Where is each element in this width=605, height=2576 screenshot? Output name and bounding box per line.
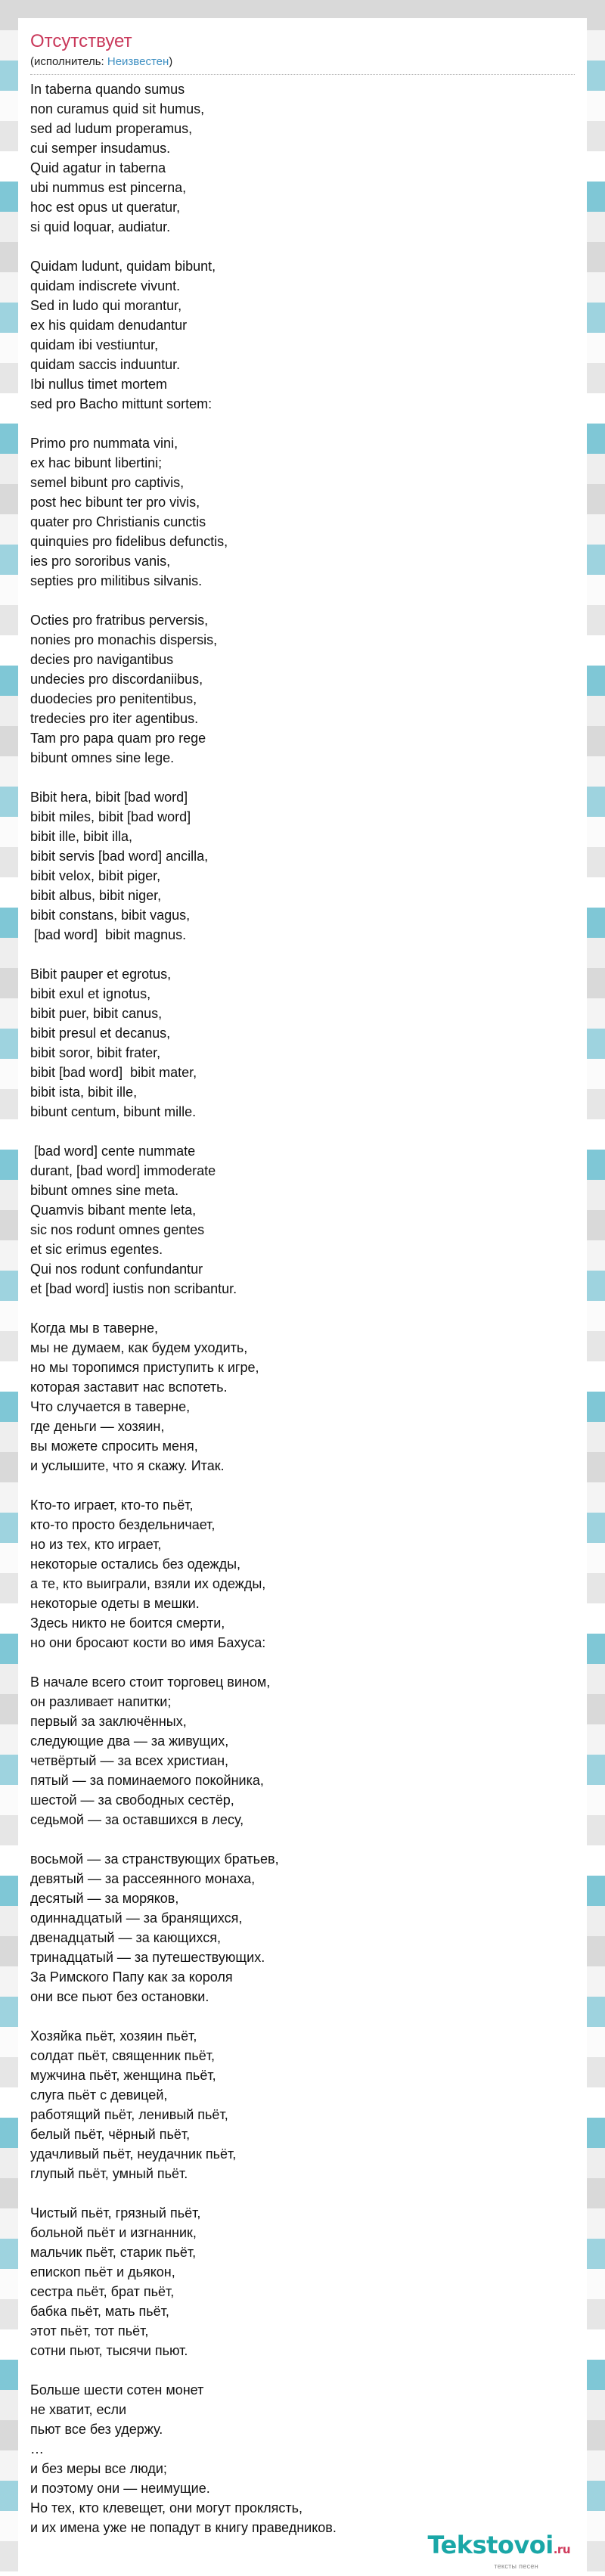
lyric-line: bibit [bad word] bibit mater, [30,1065,197,1080]
song-title: Отсутствует [30,31,132,51]
lyric-line: quidam ibi vestiuntur, [30,337,159,352]
logo-name: Tekstovoi [427,2531,554,2559]
lyric-line: мальчик пьёт, старик пьёт, [30,2245,197,2260]
lyric-line: сестра пьёт, брат пьёт, [30,2284,175,2299]
lyric-line: Ibi nullus timet mortem [30,377,168,392]
lyric-line: мужчина пьёт, женщина пьёт, [30,2068,216,2083]
credit-prefix: (исполнитель: [30,55,107,68]
lyric-line: bibit constans, bibit vagus, [30,908,191,923]
lyric-line: ies pro sororibus vanis, [30,554,171,569]
lyric-line: quidam indiscrete vivunt. [30,278,181,293]
lyric-line: седьмой — за оставшихся в лесу, [30,1812,244,1827]
lyric-line: но мы торопимся приступить к игре, [30,1360,259,1375]
lyric-line: sed pro Bacho mittunt sortem: [30,396,213,411]
lyric-line: tredecies pro iter agentibus. [30,711,199,726]
lyric-line: Quidam ludunt, quidam bibunt, [30,259,216,274]
lyric-line: бабка пьёт, мать пьёт, [30,2304,169,2319]
lyric-line: bibit puer, bibit canus, [30,1006,163,1021]
lyric-line: четвёртый — за всех христиан, [30,1753,229,1768]
lyric-line: bibit ille, bibit illa, [30,829,133,844]
lyric-line: bibit servis [bad word] ancilla, [30,849,209,864]
lyric-line: епископ пьёт и дьякон, [30,2264,175,2280]
lyric-line: первый за заключённых, [30,1714,187,1729]
lyric-line: Когда мы в таверне, [30,1321,159,1336]
stanza [30,1141,575,1299]
lyric-line: Tam pro papa quam pro rege [30,731,206,746]
stanza [30,2203,575,2360]
lyric-line: сотни пьют, тысячи пьют. [30,2343,188,2358]
stanza [30,1495,575,1653]
lyric-line: и услышите, что я скажу. Итак. [30,1458,225,1473]
lyric-line: quater pro Christianis cunctis [30,514,206,529]
lyric-line: восьмой — за странствующих братьев, [30,1851,279,1867]
lyric-line: bibit exul et ignotus, [30,986,151,1001]
lyric-line: septies pro militibus silvanis. [30,573,203,588]
logo-domain: .ru [553,2543,570,2556]
lyric-line: quidam saccis induuntur. [30,357,181,372]
lyric-line: hoc est opus ut queratur, [30,200,181,215]
lyric-line: они все пьют без остановки. [30,1989,209,2004]
lyric-line: мы не думаем, как будем уходить, [30,1340,248,1355]
lyric-line: Что случается в таверне, [30,1399,191,1414]
stanza [30,433,575,591]
lyric-line: Хозяйка пьёт, хозяин пьёт, [30,2028,197,2044]
stanza [30,787,575,945]
lyric-line: и без меры все люди; [30,2461,167,2476]
lyric-line: post hec bibunt ter pro vivis, [30,495,200,510]
lyric-line: но из тех, кто играет, [30,1537,162,1552]
lyric-line: тринадцатый — за путешествующих. [30,1950,265,1965]
lyric-line: bibit ista, bibit ille, [30,1085,138,1100]
lyric-line: nonies pro monachis dispersis, [30,632,218,647]
lyric-line: bibit miles, bibit [bad word] [30,809,191,824]
lyric-line: Здесь никто не боится смерти, [30,1615,225,1631]
stanza [30,964,575,1122]
lyric-line: девятый — за рассеянного монаха, [30,1871,256,1886]
lyric-line: cui semper insudamus. [30,141,171,156]
lyric-line: quinquies pro fidelibus defunctis, [30,534,228,549]
lyric-line: … [30,2441,44,2457]
lyrics-card [18,18,587,2576]
stanza [30,1672,575,1830]
lyric-line: и их имена уже не попадут в книгу праведников. [30,2520,337,2535]
lyric-line: одиннадцатый — за бранящихся, [30,1910,243,1926]
lyric-line: этот пьёт, тот пьёт, [30,2323,149,2339]
lyric-line: et sic erimus egentes. [30,1242,163,1257]
lyric-line: Sed in ludo qui morantur, [30,298,182,313]
artist-credit [30,54,575,75]
lyric-line: bibit velox, bibit piger, [30,868,161,883]
lyric-line: Но тех, кто клевещет, они могут проклясть, [30,2500,302,2515]
stanza [30,79,575,237]
lyric-line: bibunt omnes sine meta. [30,1183,179,1198]
lyric-line: шестой — за свободных сестёр, [30,1792,234,1808]
lyric-line: [bad word] bibit magnus. [30,927,187,942]
lyric-line: некоторые одеты в мешки. [30,1596,200,1611]
logo-tagline: тексты песен [494,2562,538,2570]
lyric-line: bibunt centum, bibunt mille. [30,1104,197,1119]
lyric-line: которая заставит нас вспотеть. [30,1380,228,1395]
artist-link[interactable]: Неизвестен [107,55,169,68]
lyric-line: не хватит, если [30,2402,127,2417]
lyric-line: удачливый пьёт, неудачник пьёт, [30,2146,237,2162]
lyric-line: В начале всего стоит торговец вином, [30,1674,271,1690]
stanza [30,2380,575,2537]
lyric-line: некоторые остались без одежды, [30,1556,241,1572]
lyric-line: глупый пьёт, умный пьёт. [30,2166,188,2181]
lyric-line: bibit presul et decanus, [30,1026,171,1041]
lyric-line: Чистый пьёт, грязный пьёт, [30,2205,201,2221]
lyric-line: bibit albus, bibit niger, [30,888,162,903]
lyric-line: пьют все без удержу. [30,2422,163,2437]
stanza [30,610,575,768]
credit-suffix: ) [169,55,173,68]
lyric-line: si quid loquar, audiatur. [30,219,171,234]
lyric-line: солдат пьёт, священник пьёт, [30,2048,215,2063]
lyric-line: двенадцатый — за кающихся, [30,1930,221,1945]
lyric-line: bibit soror, bibit frater, [30,1045,161,1060]
lyric-line: больной пьёт и изгнанник, [30,2225,197,2240]
lyric-line: вы можете спросить меня, [30,1439,198,1454]
lyric-line: bibunt omnes sine lege. [30,750,175,765]
lyric-line: он разливает напитки; [30,1694,172,1709]
lyric-line: Больше шести сотен монет [30,2382,204,2398]
stanza [30,1849,575,2006]
lyric-line: Octies pro fratribus perversis, [30,613,209,628]
lyric-line: Кто-то играет, кто-то пьёт, [30,1497,194,1513]
lyrics-body [30,79,575,2537]
stanza [30,2026,575,2183]
lyric-line: sic nos rodunt omnes gentes [30,1222,205,1237]
lyric-line: Bibit hera, bibit [bad word] [30,790,188,805]
lyric-line: десятый — за моряков, [30,1891,179,1906]
lyric-line: пятый — за поминаемого покойника, [30,1773,264,1788]
lyric-line: undecies pro discordaniibus, [30,672,203,687]
lyric-line: а те, кто выиграли, взяли их одежды, [30,1576,266,1591]
lyric-line: ex his quidam denudantur [30,318,188,333]
lyric-line: где деньги — хозяин, [30,1419,165,1434]
lyric-line: sed ad ludum properamus, [30,121,193,136]
stanza [30,256,575,414]
lyric-line: следующие два — за живущих, [30,1733,229,1749]
lyric-line: работящий пьёт, ленивый пьёт, [30,2107,228,2122]
lyric-line: белый пьёт, чёрный пьёт, [30,2127,191,2142]
lyric-line: duodecies pro penitentibus, [30,691,197,706]
lyric-line: et [bad word] iustis non scribantur. [30,1281,237,1296]
lyric-line: и поэтому они — неимущие. [30,2481,210,2496]
lyric-line: Primo pro nummata vini, [30,436,178,451]
site-logo[interactable] [392,2531,570,2570]
lyric-line: durant, [bad word] immoderate [30,1163,216,1178]
lyric-line: semel bibunt pro captivis, [30,475,185,490]
stanza [30,1318,575,1476]
lyric-line: За Римского Папу как за короля [30,1969,233,1985]
lyric-line: но они бросают кости во имя Бахуса: [30,1635,266,1650]
lyric-line: decies pro navigantibus [30,652,174,667]
lyric-line: In taberna quando sumus [30,82,185,97]
lyric-line: Quamvis bibant mente leta, [30,1203,197,1218]
lyric-line: Quid agatur in taberna [30,160,166,175]
lyric-line: ex hac bibunt libertini; [30,455,163,470]
lyric-line: слуга пьёт с девицей, [30,2087,168,2103]
lyric-line: non curamus quid sit humus, [30,101,205,116]
lyric-line: [bad word] cente nummate [30,1144,196,1159]
lyric-line: Qui nos rodunt confundantur [30,1262,203,1277]
lyric-line: кто-то просто бездельничает, [30,1517,216,1532]
lyric-line: ubi nummus est pincerna, [30,180,187,195]
lyric-line: Bibit pauper et egrotus, [30,967,172,982]
